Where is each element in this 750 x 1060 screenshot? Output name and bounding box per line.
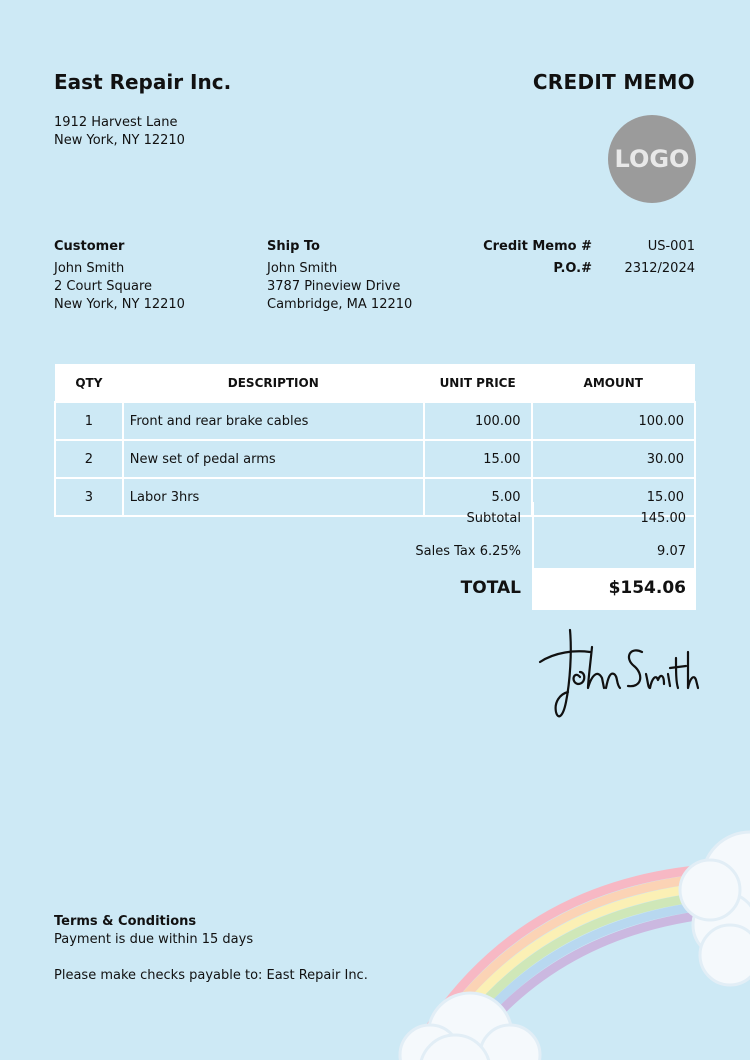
rainbow-illustration	[380, 830, 750, 1060]
ship-to-line1: 3787 Pineview Drive	[267, 279, 401, 294]
cloud-icon	[400, 993, 540, 1060]
table-row	[55, 440, 695, 478]
row-amount: 15.00	[532, 478, 696, 516]
row-qty: 1	[55, 402, 123, 440]
po-number-label: P.O.#	[553, 261, 592, 276]
tax-label: Sales Tax 6.25%	[415, 544, 521, 559]
row-unit-price: 100.00	[424, 402, 532, 440]
subtotal-value: 145.00	[640, 511, 686, 526]
column-header-amount: AMOUNT	[532, 364, 696, 402]
terms-line1: Payment is due within 15 days	[54, 932, 254, 947]
row-qty: 2	[55, 440, 123, 478]
po-number-value: 2312/2024	[624, 261, 695, 276]
row-description: Front and rear brake cables	[123, 402, 424, 440]
row-amount: 30.00	[532, 440, 696, 478]
customer-line2: New York, NY 12210	[54, 297, 185, 312]
memo-number-value: US-001	[647, 239, 695, 254]
subtotal-label: Subtotal	[466, 511, 521, 526]
total-label: TOTAL	[460, 578, 521, 598]
po-number-row	[0, 260, 750, 282]
terms-heading: Terms & Conditions	[54, 914, 197, 929]
memo-number-label: Credit Memo #	[483, 239, 592, 254]
customer-name: John Smith	[54, 261, 125, 276]
terms-block	[54, 913, 368, 985]
document-title: CREDIT MEMO	[532, 70, 695, 94]
row-unit-price: 15.00	[424, 440, 532, 478]
column-header-qty: QTY	[55, 364, 123, 402]
items-table	[54, 364, 696, 517]
table-row	[55, 402, 695, 440]
total-value: $154.06	[608, 578, 686, 598]
row-amount: 100.00	[532, 402, 696, 440]
row-qty: 3	[55, 478, 123, 516]
company-address	[54, 114, 185, 150]
signature	[530, 622, 700, 727]
ship-to-line2: Cambridge, MA 12210	[267, 297, 413, 312]
ship-to-heading: Ship To	[267, 239, 320, 254]
ship-to-name: John Smith	[267, 261, 338, 276]
memo-meta	[0, 238, 750, 282]
customer-line1: 2 Court Square	[54, 279, 153, 294]
row-description: New set of pedal arms	[123, 440, 424, 478]
table-header-row	[55, 364, 695, 402]
tax-value: 9.07	[657, 544, 686, 559]
terms-line2: Please make checks payable to: East Repair Inc.	[54, 968, 368, 983]
row-description: Labor 3hrs	[123, 478, 424, 516]
row-unit-price: 5.00	[424, 478, 532, 516]
company-logo: LOGO	[608, 115, 696, 203]
company-name: East Repair Inc.	[54, 70, 232, 94]
customer-heading: Customer	[54, 239, 125, 254]
company-address-line1: 1912 Harvest Lane	[54, 115, 178, 130]
column-header-description: DESCRIPTION	[123, 364, 424, 402]
cloud-icon	[680, 832, 750, 985]
memo-number-row	[0, 238, 750, 260]
company-address-line2: New York, NY 12210	[54, 133, 185, 148]
column-header-unit-price: UNIT PRICE	[424, 364, 532, 402]
